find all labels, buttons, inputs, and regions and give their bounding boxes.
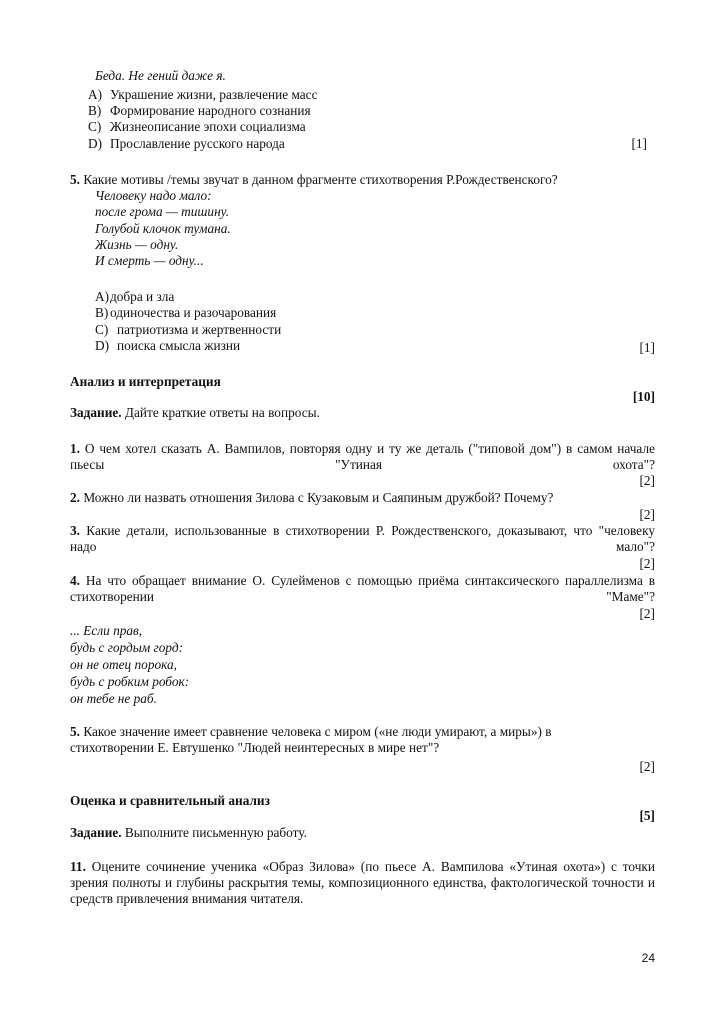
analysis-question-2: 2. Можно ли назвать отношения Зилова с Кузаковым и Саяпиным дружбой? Почему? — [70, 490, 554, 505]
answer-option: D) поиска смысла жизни — [95, 338, 241, 353]
analysis-question-5: 5. Какое значение имеет сравнение человека с миром («не люди умирают, а миры») в стихотворении Е. Евтушенко "Людей неинтересных в мире нет"? — [70, 724, 552, 755]
task-instruction: Задание. Выполните письменную работу. — [70, 825, 307, 840]
answer-option: B) одиночества и разочарования — [95, 305, 277, 320]
analysis-question-3: 3. Какие детали, использованные в стихотворении Р. Рождественского, доказывают, что "человеку надо мало"? — [70, 523, 655, 554]
answer-option: A) Украшение жизни, развлечение масс — [88, 87, 318, 102]
score-mark: [1] — [631, 136, 647, 151]
page-number: 24 — [641, 951, 655, 965]
score-mark: [2] — [639, 473, 655, 488]
section-heading: Анализ и интерпретация — [70, 374, 221, 389]
poem-line: И смерть — одну... — [95, 253, 204, 268]
answer-option: C) патриотизма и жертвенности — [95, 322, 282, 337]
poem-line: будь с робким робок: — [70, 674, 190, 689]
answer-option: C) Жизнеописание эпохи социализма — [88, 119, 306, 134]
poem-line: Беда. Не гений даже я. — [95, 68, 226, 83]
poem-line: он не отец порока, — [70, 657, 177, 672]
poem-line: ... Если прав, — [70, 623, 143, 638]
poem-line: Голубой клочок тумана. — [95, 221, 231, 236]
answer-option: D) Прославление русского народа — [88, 136, 285, 151]
answer-option: A)добра и зла — [95, 289, 175, 304]
answer-option: B) Формирование народного сознания — [88, 103, 311, 118]
poem-line: после грома — тишину. — [95, 204, 230, 219]
poem-line: Человеку надо мало: — [95, 188, 212, 203]
score-mark: [2] — [639, 606, 655, 621]
poem-line: будь с гордым горд: — [70, 640, 184, 655]
score-mark: [2] — [639, 507, 655, 522]
question-5: 5. Какие мотивы /темы звучат в данном фрагменте стихотворения Р.Рождественского? — [70, 172, 558, 187]
analysis-question-4: 4. На что обращает внимание О. Сулейменов с помощью приёма синтаксического параллелизма в стихотворении "Маме"? — [70, 573, 655, 604]
score-mark: [1] — [639, 340, 655, 355]
section-heading: Оценка и сравнительный анализ — [70, 793, 270, 808]
task-instruction: Задание. Дайте краткие ответы на вопросы. — [70, 405, 320, 420]
section-points: [10] — [632, 389, 655, 404]
score-mark: [2] — [639, 759, 655, 774]
section-points: [5] — [639, 808, 655, 823]
evaluation-question-11: 11. Оцените сочинение ученика «Образ Зилова» (по пьесе А. Вампилова «Утиная охота») с точки зрения полноты и глубины раскрытия темы, композиционного единства, фактологической точности и средств привлечения внимания читателя. — [70, 859, 655, 906]
poem-line: он тебе не раб. — [70, 691, 157, 706]
analysis-question-1: 1. О чем хотел сказать А. Вампилов, повторяя одну и ту же деталь ("типовой дом") в самом начале пьесы "Утиная охота"? — [70, 441, 655, 472]
score-mark: [2] — [639, 556, 655, 571]
poem-line: Жизнь — одну. — [95, 237, 179, 252]
